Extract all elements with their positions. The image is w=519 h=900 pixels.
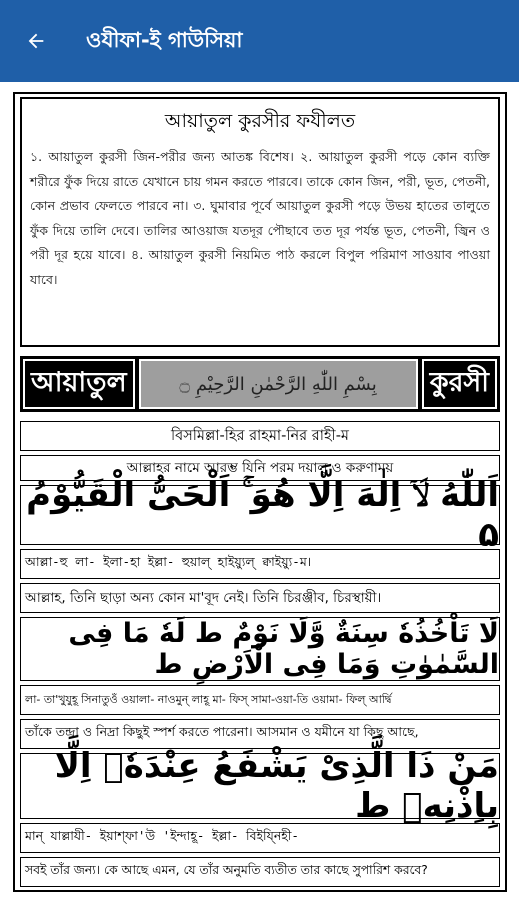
banner-right-word: কুরসী bbox=[422, 359, 497, 409]
app-bar bbox=[0, 0, 519, 82]
content-page[interactable] bbox=[13, 92, 507, 892]
page-title: ওযীফা-ই গাউসিয়া bbox=[86, 27, 243, 52]
verse-arabic-1: اَللّٰهُ لَاۤ اِلٰهَ اِلَّا هُوَ ۚ اَلْحَیُّ الْقَیُّوْمُ ۵ bbox=[20, 485, 500, 545]
arrow-left-icon bbox=[25, 30, 47, 52]
ayatul-kursi-banner bbox=[20, 356, 500, 412]
verse-transliteration-2: লা- তা'খুযুহূ সিনাতুওঁ ওয়ালা- নাওমুন্ লাহূ মা- ফিস্ সামা-ওয়া-তি ওয়ামা- ফিল্ আর্দ্বি bbox=[20, 685, 500, 715]
verse-transliteration-1: আল্লা-হু লা- ইলা-হা ইল্লা- হুয়াল্ হাইয়্যুল্ ক্বাইয়্যু-ম। bbox=[20, 549, 500, 579]
banner-bismillah-arabic: بِسْمِ اللّٰهِ الرَّحْمٰنِ الرَّحِيْمِ ۝ bbox=[139, 359, 418, 409]
verse-meaning-3: সবই তাঁর জন্য। কে আছে এমন, যে তাঁর অনুমতি ব্যতীত তার কাছে সুপারিশ করবে? bbox=[20, 857, 500, 887]
fazilat-text: ১. আয়াতুল কুরসী জিন-পরীর জন্য আতঙ্ক বিশেষ। ২. আয়াতুল কুরসী পড়ে কোন ব্যক্তি শরীরে ফুঁক দিয়ে রাতে যেখানে চায় গমন করতে পারবে। তাকে কোন জিন, পরী, ভূত, পেতনী, কোন প্রভাব ফেলতে পারবে না। ৩. ঘুমাবার পূর্বে আয়াতুল কুরসী পড়ে উভয় হাতের তালুতে ফুঁক দিয়ে তালি দেবে। তালির আওয়াজ যতদূর পৌছাবে তত দূর পর্যন্ত ভূত, পেতনী, জ্বিন ও পরী দূর হয়ে যাবে। ৪. আয়াতুল কুরসী নিয়মিত পাঠ করলে বিপুল পরিমাণ সাওয়াব পাওয়া যাবে। bbox=[30, 149, 490, 287]
verse-arabic-3: مَنْ ذَا الَّذِیْ یَشْفَعُ عِنْدَهٗۤ اِلَّا بِاِذْنِهٖ ط bbox=[20, 753, 500, 819]
fazilat-box bbox=[20, 97, 500, 347]
back-button[interactable] bbox=[16, 21, 56, 61]
bismillah-meaning: আল্লাহর নামে আরম্ভ যিনি পরম দয়ালু ও করুণাময় bbox=[20, 455, 500, 481]
bismillah-transliteration: বিসমিল্লা-হির রাহমা-নির রাহী-ম bbox=[20, 421, 500, 451]
verse-transliteration-3: মান্ যাল্লাযী- ইয়াশ্ফা'উ 'ইন্দাহূ- ইল্লা- বিইয্নিহী- bbox=[20, 823, 500, 853]
fazilat-title: আয়াতুল কুরসীর ফযীলত bbox=[164, 110, 356, 132]
verse-meaning-1: আল্লাহ, তিনি ছাড়া অন্য কোন মা'বূদ নেই। তিনি চিরঞ্জীব, চিরস্থায়ী। bbox=[20, 583, 500, 613]
verse-meaning-2: তাঁকে তন্দ্রা ও নিদ্রা কিছুই স্পর্শ করতে পারেনা। আসমান ও যমীনে যা কিছু আছে, bbox=[20, 719, 500, 749]
banner-left-word: আয়াতুল bbox=[23, 359, 135, 409]
verse-arabic-2: لَا تَاْخُذُهٗ سِنَةٌ وَّلَا نَوْمٌ ط لَهٗ مَا فِی السَّمٰوٰتِ وَمَا فِی الْاَرْضِ ط bbox=[20, 617, 500, 681]
